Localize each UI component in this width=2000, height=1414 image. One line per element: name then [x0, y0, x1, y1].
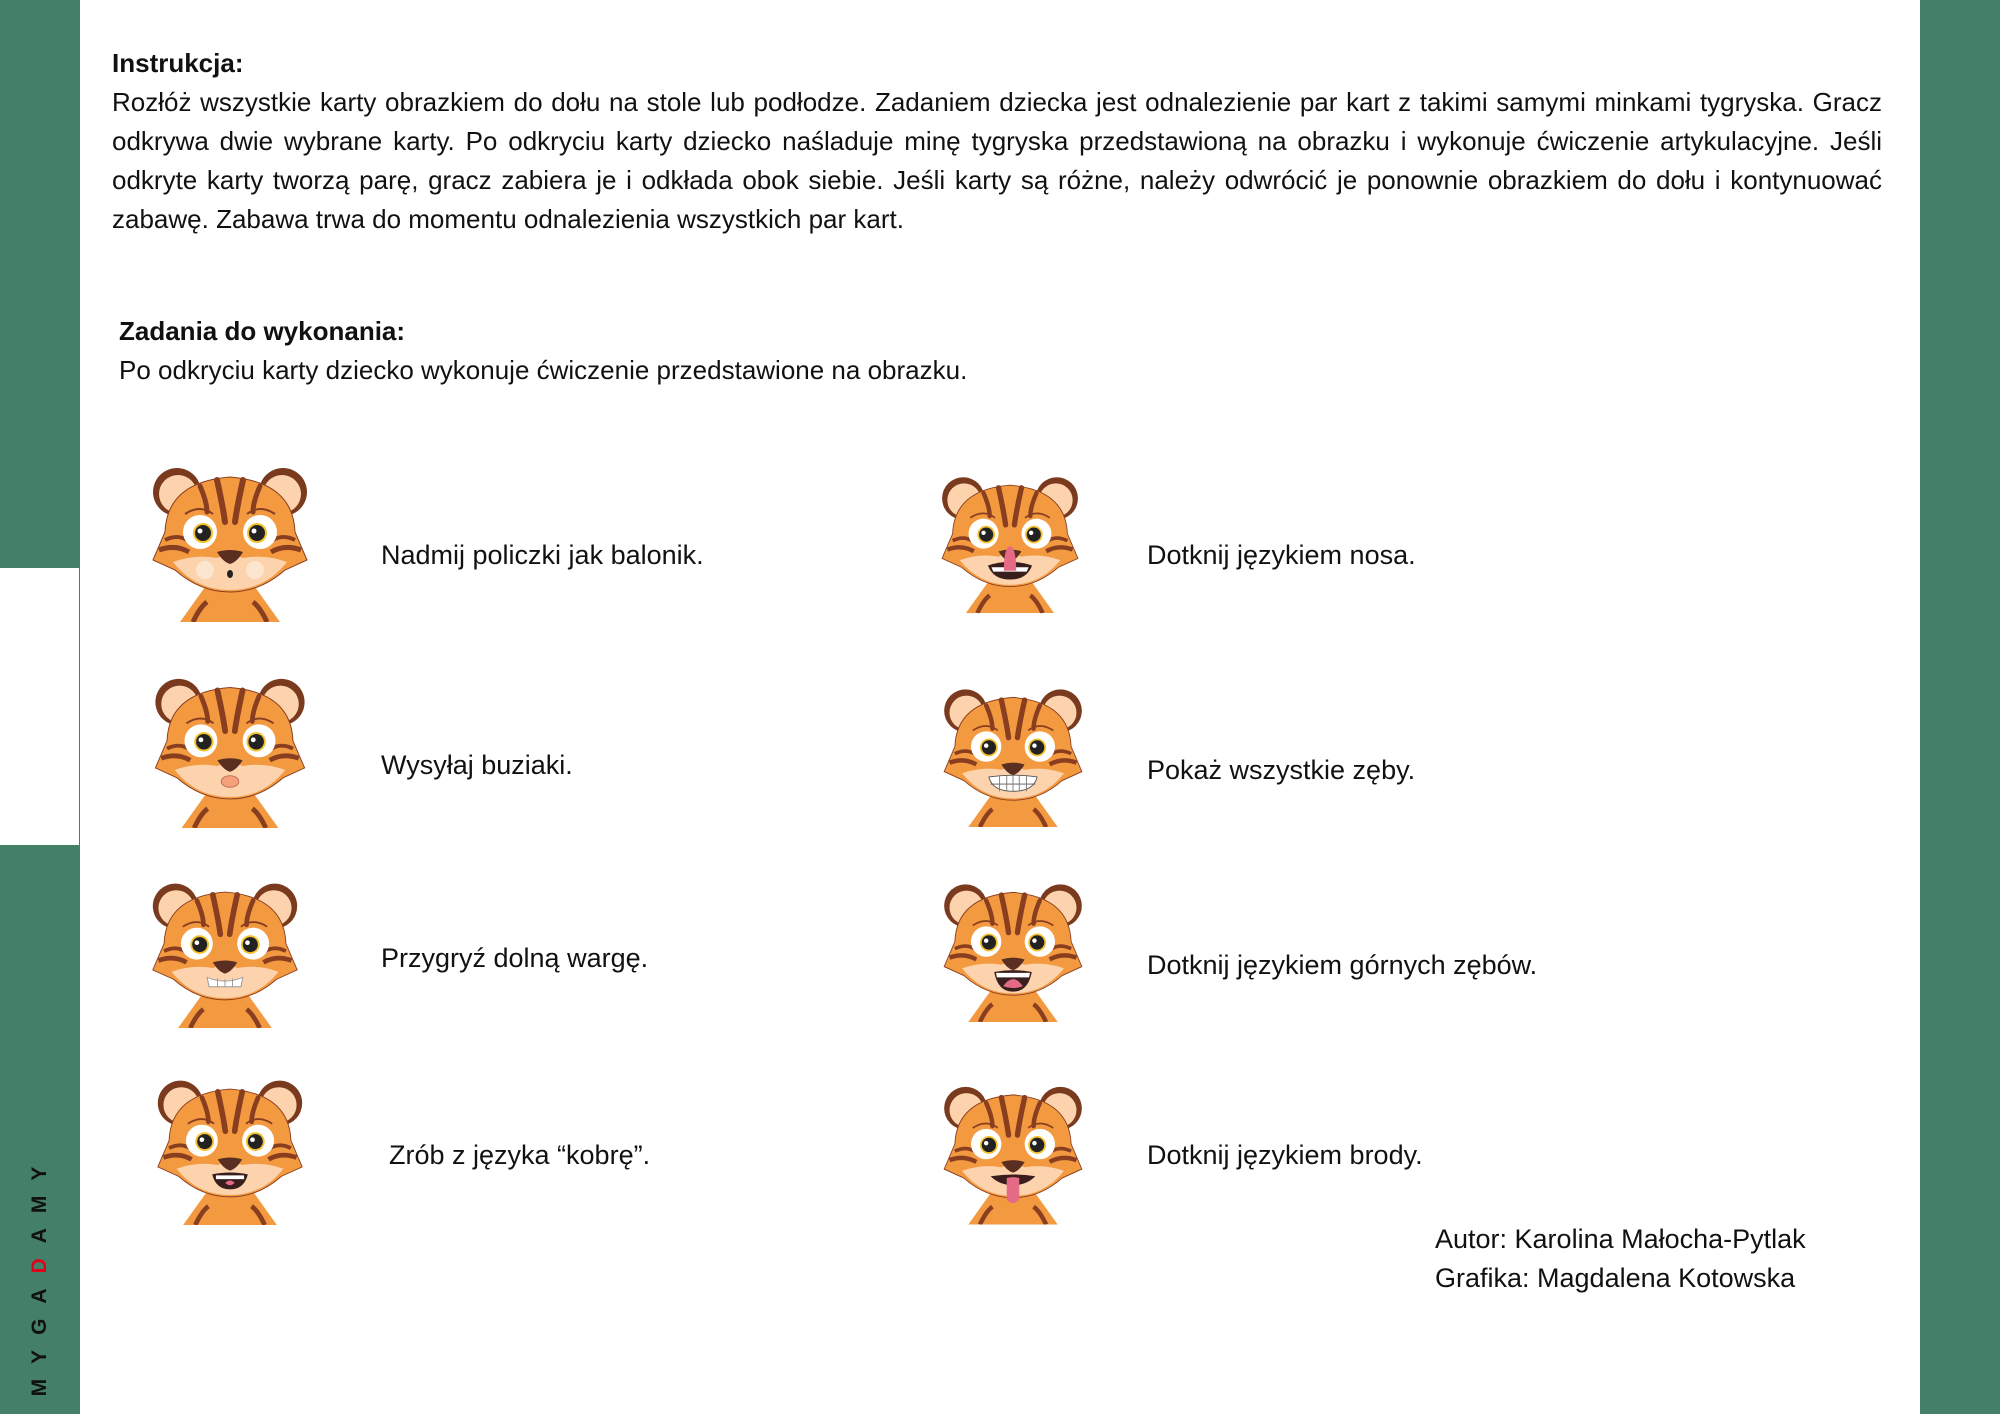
- exercise-label: Pokaż wszystkie zęby.: [1147, 755, 1416, 785]
- tiger-cobra-icon: [150, 1075, 310, 1225]
- exercise-label: Dotknij językiem górnych zębów.: [1147, 950, 1538, 980]
- tiger-tongue-chin-icon: [937, 1078, 1089, 1228]
- tasks-text: Po odkryciu karty dziecko wykonuje ćwiczenie przedstawione na obrazku.: [119, 355, 968, 385]
- graphics-credit: Grafika: Magdalena Kotowska: [1435, 1263, 1796, 1293]
- author-credit: Autor: Karolina Małocha-Pytlak: [1435, 1224, 1806, 1254]
- logo-text-part: AMY: [28, 1151, 51, 1244]
- exercise-label: Wysyłaj buziaki.: [381, 750, 573, 780]
- credits: [1435, 1220, 1806, 1298]
- tasks-heading: Zadania do wykonania:: [119, 316, 406, 346]
- tasks-section: [119, 312, 1319, 390]
- exercise-label: Nadmij policzki jak balonik.: [381, 540, 704, 570]
- tiger-puffed-cheeks-icon: [145, 462, 315, 622]
- exercise-label: Zrób z języka “kobrę”.: [389, 1140, 651, 1170]
- brand-logo: [0, 568, 79, 1397]
- right-side-bar: [1920, 0, 2000, 1414]
- logo-highlight-text: D: [28, 1243, 51, 1274]
- logo-text-part: MYGA: [28, 1273, 51, 1397]
- brand-logo-text: [28, 1152, 52, 1397]
- instructions-section: [112, 44, 1882, 239]
- exercise-label: Przygryź dolną wargę.: [381, 943, 649, 973]
- instructions-text: Rozłóż wszystkie karty obrazkiem do dołu na stole lub podłodze. Zadaniem dziecka jest odnalezienie par kart z takimi samymi minkami tygryska. Gracz odkrywa dwie wybrane karty. Po odkryciu karty dziecko naśladuje minę tygryska przedstawioną na obrazku i wykonuje ćwiczenie artykulacyjne. Jeśli odkryte karty tworzą parę, gracz zabiera je i odkłada obok siebie. Jeśli karty są różne, należy odwrócić je ponownie obrazkiem do dołu i kontynuować zabawę. Zabawa trwa do momentu odnalezienia wszystkich par kart.: [112, 87, 1882, 234]
- logo-highlight-letter: [28, 1243, 51, 1273]
- tiger-all-teeth-icon: [937, 683, 1089, 828]
- exercise-label: Dotknij językiem nosa.: [1147, 540, 1416, 570]
- instructions-heading: Instrukcja:: [112, 48, 244, 78]
- tiger-tongue-upper-teeth-icon: [937, 878, 1089, 1023]
- exercise-label: Dotknij językiem brody.: [1147, 1140, 1423, 1170]
- tiger-kiss-icon: [145, 673, 315, 828]
- tiger-bite-lip-icon: [145, 878, 305, 1028]
- tiger-tongue-nose-icon: [935, 470, 1085, 615]
